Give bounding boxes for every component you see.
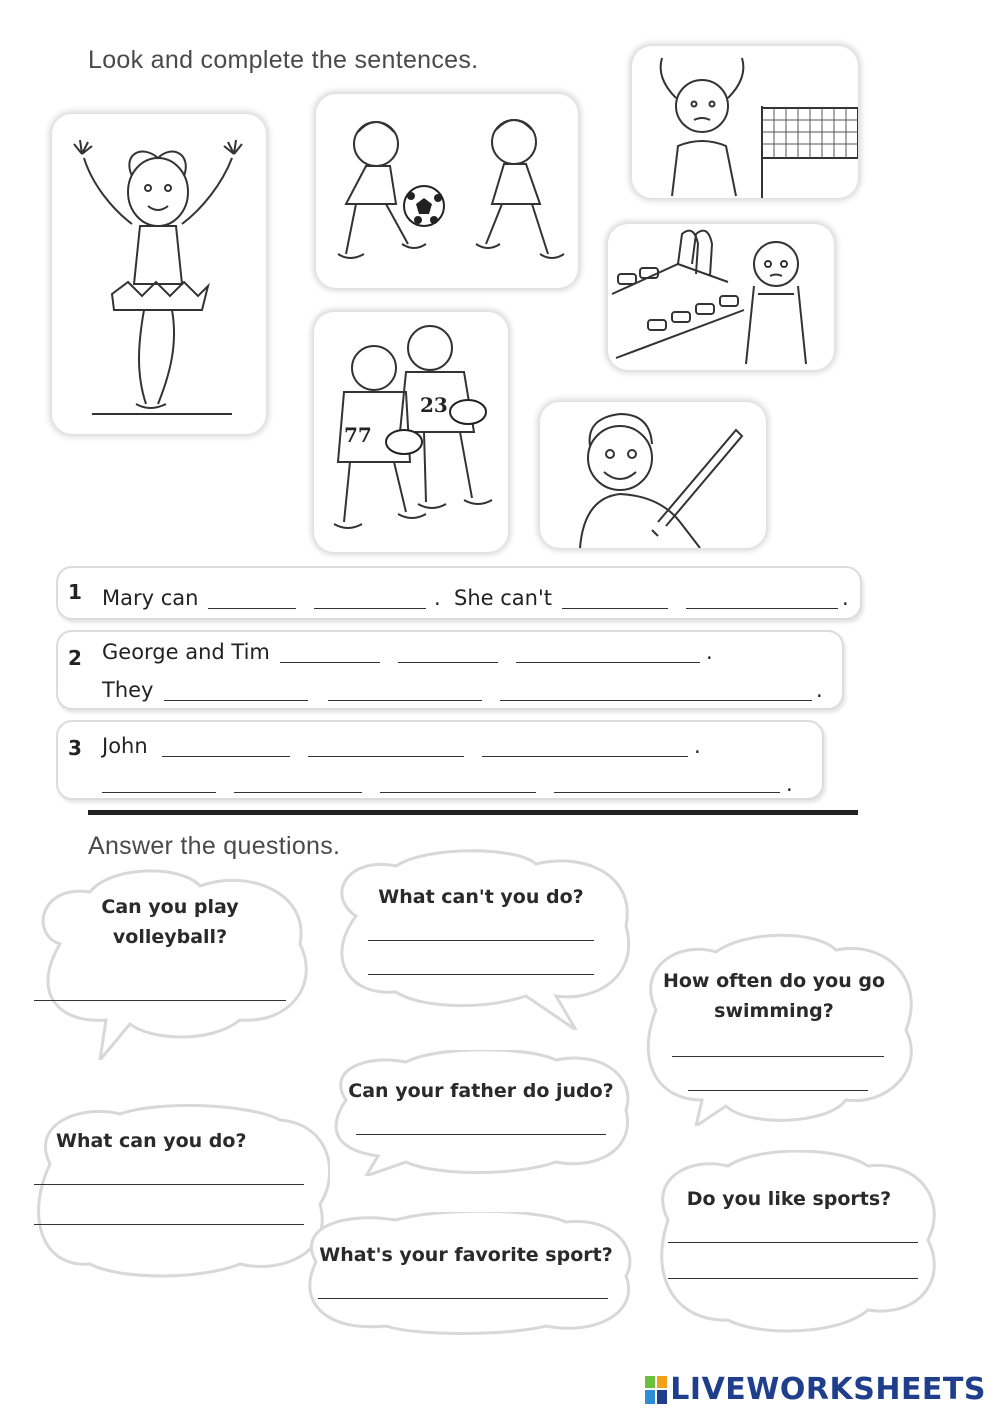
answer-blank[interactable] <box>380 792 536 793</box>
girl-volleyball-net-picture <box>632 46 858 198</box>
cloud-bubble-icon <box>326 1050 636 1176</box>
answer-blank[interactable] <box>554 792 780 793</box>
sentence-box-3 <box>56 720 824 800</box>
sentence-box-1 <box>56 566 862 620</box>
jersey-number-77: 77 <box>344 423 372 447</box>
volleyball-net-icon <box>632 46 858 198</box>
answer-line[interactable] <box>668 1242 918 1243</box>
jersey-number-23: 23 <box>420 393 448 417</box>
question-text: Do you like sports? <box>686 1188 892 1210</box>
cloud-bubble-icon <box>326 846 636 1030</box>
question-text: What can't you do? <box>378 886 584 908</box>
cloud-bubble-icon <box>296 1212 636 1336</box>
sentence-period: . <box>816 678 823 702</box>
sentence-period: . <box>434 586 441 610</box>
answer-blank[interactable] <box>562 608 668 609</box>
answer-blank[interactable] <box>314 608 426 609</box>
brand-name: LIVEWORKSHEETS <box>670 1372 986 1407</box>
question-text: What can you do? <box>56 1130 247 1152</box>
answer-blank[interactable] <box>482 756 688 757</box>
section-divider <box>88 810 858 815</box>
sentence-3-start: John <box>102 734 148 758</box>
answer-line[interactable] <box>34 1184 304 1185</box>
answer-blank[interactable] <box>398 662 498 663</box>
sentence-1-start: Mary can <box>102 586 199 610</box>
sentence-number: 3 <box>68 736 82 760</box>
sentence-2-start: George and Tim <box>102 640 270 664</box>
answer-line[interactable] <box>672 1056 884 1057</box>
question-text: Can your father do judo? <box>348 1080 614 1102</box>
boy-baseball-bat-picture <box>540 402 766 548</box>
baseball-bat-icon <box>540 402 766 548</box>
question-text: What's your favorite sport? <box>319 1244 613 1266</box>
boys-soccer-picture <box>316 94 578 288</box>
answer-blank[interactable] <box>162 756 290 757</box>
answer-blank[interactable] <box>328 700 482 701</box>
speech-bubble <box>636 930 916 1126</box>
ballerina-icon <box>52 114 266 434</box>
answer-line[interactable] <box>34 1000 286 1001</box>
answer-line[interactable] <box>368 940 594 941</box>
answer-blank[interactable] <box>516 662 700 663</box>
swimming-pool-icon <box>608 224 834 370</box>
answer-blank[interactable] <box>102 792 216 793</box>
boy-swimming-pool-picture <box>608 224 834 370</box>
sentence-period: . <box>694 734 701 758</box>
answer-line[interactable] <box>688 1090 868 1091</box>
section-heading-look: Look and complete the sentences. <box>88 46 479 74</box>
section-heading-answer: Answer the questions. <box>88 832 341 860</box>
ballet-dancer-girl-picture <box>52 114 266 434</box>
sentence-1-middle: She can't <box>454 586 552 610</box>
question-text: How often do you go swimming? <box>662 970 886 1022</box>
sentence-number: 1 <box>68 580 82 604</box>
answer-line[interactable] <box>34 1224 304 1225</box>
answer-blank[interactable] <box>164 700 308 701</box>
answer-line[interactable] <box>668 1278 918 1279</box>
speech-bubble <box>30 864 314 1060</box>
cloud-bubble-icon <box>636 930 916 1126</box>
speech-bubble <box>326 1050 636 1176</box>
answer-line[interactable] <box>356 1134 606 1135</box>
sentence-period: . <box>706 640 713 664</box>
speech-bubble <box>296 1212 636 1336</box>
answer-line[interactable] <box>368 974 594 975</box>
sentence-number: 2 <box>68 646 82 670</box>
answer-blank[interactable] <box>308 756 464 757</box>
answer-line[interactable] <box>318 1298 608 1299</box>
sentence-box-2 <box>56 630 844 710</box>
liveworksheets-logo[interactable] <box>645 1372 986 1407</box>
answer-blank[interactable] <box>280 662 380 663</box>
answer-blank[interactable] <box>208 608 296 609</box>
speech-bubble <box>326 846 636 1030</box>
sentence-period: . <box>842 586 849 610</box>
speech-bubble <box>648 1150 938 1336</box>
answer-blank[interactable] <box>500 700 812 701</box>
boys-american-football-picture <box>314 312 508 552</box>
answer-blank[interactable] <box>234 792 362 793</box>
cloud-bubble-icon <box>648 1150 938 1336</box>
football-players-icon <box>314 312 508 552</box>
sentence-2-second-line: They <box>102 678 154 702</box>
liveworksheets-logo-icon <box>645 1376 667 1404</box>
sentence-period: . <box>786 772 793 796</box>
soccer-ball-icon <box>316 94 578 288</box>
speech-bubble <box>30 1104 330 1284</box>
answer-blank[interactable] <box>686 608 838 609</box>
question-text: Can you play volleyball? <box>101 896 239 948</box>
